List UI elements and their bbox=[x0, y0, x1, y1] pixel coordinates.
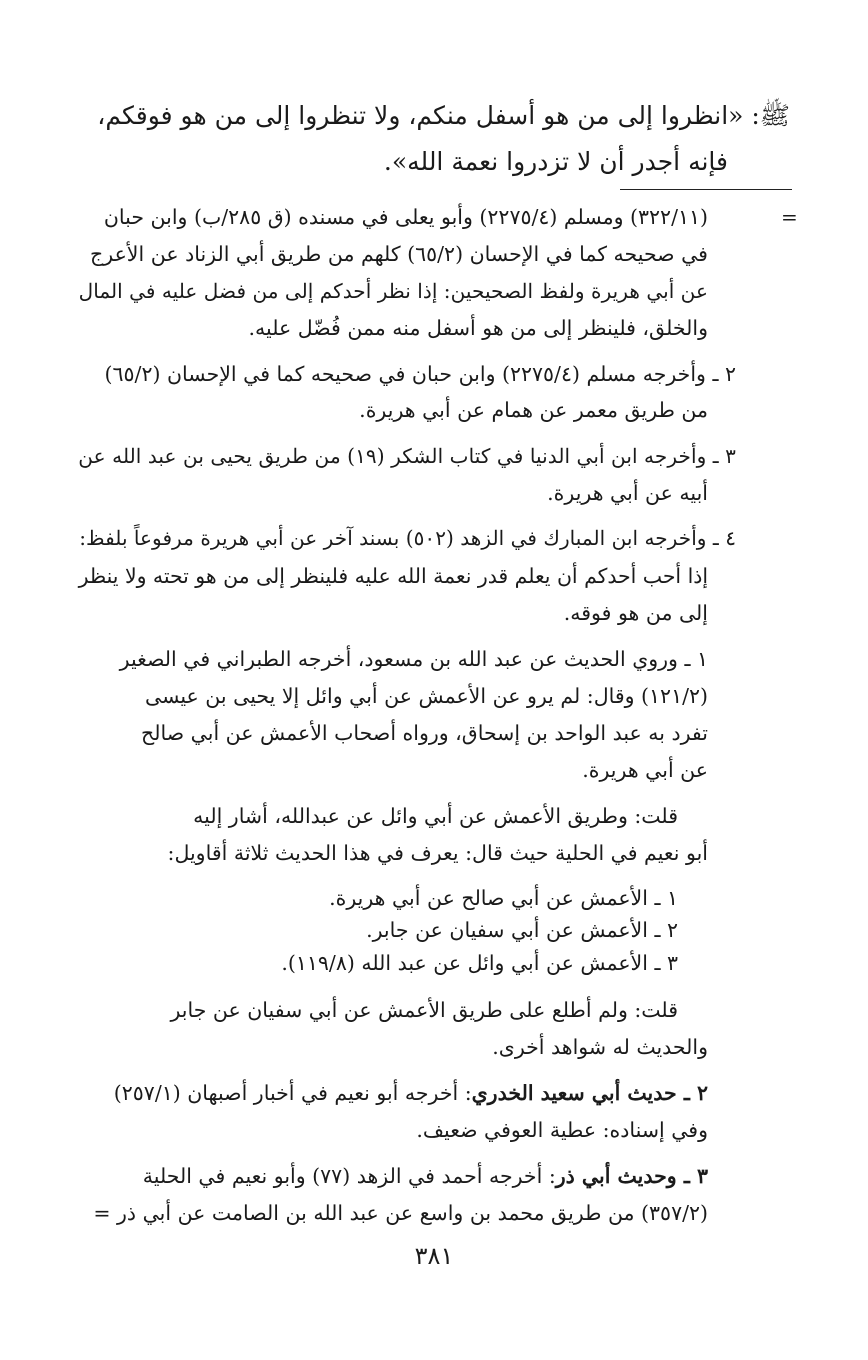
footnote-line: (١٢١/٢) وقال: لم يرو عن الأعمش عن أبي وائل إلا يحيى بن عيسى bbox=[145, 684, 708, 708]
footnote-line: أبو نعيم في الحلية حيث قال: يعرف في هذا الحديث ثلاثة أقاويل: bbox=[167, 841, 708, 865]
footnote-line: وفي إسناده: عطية العوفي ضعيف. bbox=[416, 1118, 708, 1142]
footnote-line: عن أبي هريرة. bbox=[582, 758, 708, 782]
footnote-line: (٣٥٧/٢) من طريق محمد بن واسع عن عبد الله بن الصامت عن أبي ذر = bbox=[93, 1201, 708, 1225]
footnote-comment-2: قلت: ولم أطلع على طريق الأعمش عن أبي سفيان عن جابر bbox=[170, 998, 678, 1022]
footnote-line: (٣٢٢/١١) ومسلم (٢٢٧٥/٤) وأبو يعلى في مسنده (ق ٢٨٥/ب) وابن حبان bbox=[103, 205, 708, 229]
footnote-line: في صحيحه كما في الإحسان (٦٥/٢) كلهم من طريق أبي الزناد عن الأعرج bbox=[90, 242, 708, 266]
footnote-hadith-3 bbox=[143, 1166, 708, 1187]
footnote-item-2: ٢ ـ وأخرجه مسلم (٢٢٧٥/٤) وابن حبان في صحيحه كما في الإحسان (٦٥/٢) bbox=[104, 362, 736, 386]
footnote-subitem-1: ١ ـ وروي الحديث عن عبد الله بن مسعود، أخرجه الطبراني في الصغير bbox=[119, 647, 708, 671]
chain-list-item-1: ١ ـ الأعمش عن أبي صالح عن أبي هريرة. bbox=[329, 886, 678, 910]
page-number: ٣٨١ bbox=[414, 1242, 454, 1270]
footnote-divider bbox=[620, 189, 792, 190]
footnote-line: أبيه عن أبي هريرة. bbox=[547, 481, 708, 505]
main-text-line-1: ﷺ: «انظروا إلى من هو أسفل منكم، ولا تنظروا إلى من هو فوقكم، bbox=[97, 101, 790, 130]
footnote-line: إلى من هو فوقه. bbox=[563, 601, 708, 625]
footnote-line: من طريق معمر عن همام عن أبي هريرة. bbox=[359, 398, 708, 422]
hadith-2-title: ٢ ـ حديث أبي سعيد الخدري bbox=[471, 1081, 708, 1105]
footnote-comment-1: قلت: وطريق الأعمش عن أبي وائل عن عبدالله، أشار إليه bbox=[193, 804, 678, 828]
footnote-line: عن أبي هريرة ولفظ الصحيحين: إذا نظر أحدكم إلى من فضل عليه في المال bbox=[78, 279, 708, 303]
footnote-line: والخلق، فلينظر إلى من هو أسفل منه ممن فُضّل عليه. bbox=[248, 316, 708, 340]
hadith-3-title: ٣ ـ وحديث أبي ذر bbox=[555, 1164, 708, 1188]
footnote-line: والحديث له شواهد أخرى. bbox=[492, 1035, 708, 1059]
main-text-line-2: فإنه أجدر أن لا تزدروا نعمة الله». bbox=[383, 147, 728, 176]
chain-list-item-3: ٣ ـ الأعمش عن أبي وائل عن عبد الله (١١٩/٨). bbox=[281, 951, 678, 975]
footnote-line: إذا أحب أحدكم أن يعلم قدر نعمة الله عليه فلينظر إلى من هو تحته ولا ينظر bbox=[78, 564, 708, 588]
footnote-continuation-mark: = bbox=[781, 205, 798, 229]
footnote-hadith-2 bbox=[114, 1083, 708, 1104]
hadith-3-text: : أخرجه أحمد في الزهد (٧٧) وأبو نعيم في الحلية bbox=[142, 1164, 556, 1188]
hadith-2-text: : أخرجه أبو نعيم في أخبار أصبهان (٢٥٧/١) bbox=[113, 1081, 472, 1105]
footnote-item-3: ٣ ـ وأخرجه ابن أبي الدنيا في كتاب الشكر (١٩) من طريق يحيى بن عبد الله عن bbox=[78, 444, 736, 468]
footnote-line: تفرد به عبد الواحد بن إسحاق، ورواه أصحاب الأعمش عن أبي صالح bbox=[141, 721, 708, 745]
chain-list-item-2: ٢ ـ الأعمش عن أبي سفيان عن جابر. bbox=[366, 918, 678, 942]
footnote-item-4: ٤ ـ وأخرجه ابن المبارك في الزهد (٥٠٢) بسند آخر عن أبي هريرة مرفوعاً بلفظ: bbox=[79, 526, 736, 550]
